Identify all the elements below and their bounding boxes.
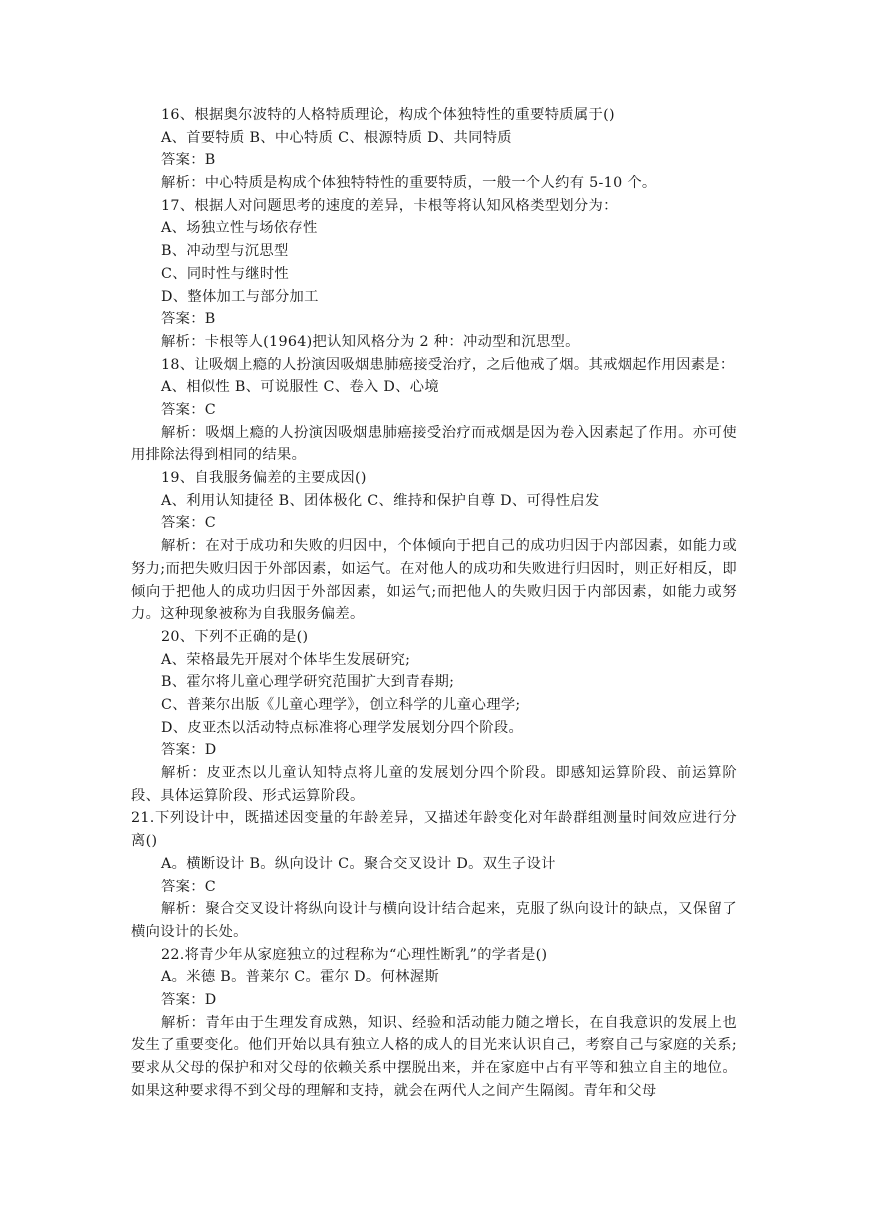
question-option-c: C、同时性与继时性	[161, 265, 290, 282]
question-stem: 19、自我服务偏差的主要成因()	[161, 470, 367, 487]
question-answer: 答案：C	[161, 878, 217, 895]
question-options: A、首要特质 B、中心特质 C、根源特质 D、共同特质	[161, 129, 512, 146]
question-stem: 17、根据人对问题思考的速度的差异，卡根等将认知风格类型划分为：	[161, 197, 618, 214]
question-options: A。米德 B。普莱尔 C。霍尔 D。何林渥斯	[161, 969, 439, 986]
question-analysis: 解析：聚合交叉设计将纵向设计与横向设计结合起来，克服了纵向设计的缺点，又保留了横向设计的长处。	[131, 901, 737, 940]
question-answer: 答案：D	[161, 742, 217, 759]
question-stem: 21.下列设计中，既描述因变量的年龄差异，又描述年龄变化对年龄群组测量时间效应进行分离()	[131, 810, 737, 850]
question-analysis: 解析：中心特质是构成个体独特特性的重要特质，一般一个人约有 5-10 个。	[161, 175, 657, 192]
question-option-d: D、整体加工与部分加工	[161, 288, 319, 305]
question-19	[131, 467, 737, 626]
question-stem: 20、下列不正确的是()	[161, 628, 309, 645]
question-20	[131, 626, 737, 808]
question-answer: 答案：C	[161, 401, 217, 418]
question-option-b: B、冲动型与沉思型	[161, 243, 289, 260]
question-stem: 18、让吸烟上瘾的人扮演因吸烟患肺癌接受治疗，之后他戒了烟。其戒烟起作用因素是：	[161, 356, 735, 373]
question-analysis: 解析：吸烟上瘾的人扮演因吸烟患肺癌接受治疗而戒烟是因为卷入因素起了作用。亦可使用排除法得到相同的结果。	[131, 424, 737, 464]
question-stem: 16、根据奥尔波特的人格特质理论，构成个体独特性的重要特质属于()	[161, 107, 615, 123]
question-answer: 答案：D	[161, 992, 217, 1009]
question-options: A、利用认知捷径 B、团体极化 C、维持和保护自尊 D、可得性启发	[161, 492, 600, 509]
question-16	[131, 104, 737, 195]
question-option-c: C、普莱尔出版《儿童心理学》，创立科学的儿童心理学;	[161, 697, 521, 713]
question-21	[131, 807, 737, 943]
question-option-d: D、皮亚杰以活动特点标准将心理学发展划分四个阶段。	[161, 719, 524, 736]
question-option-b: B、霍尔将儿童心理学研究范围扩大到青春期;	[161, 674, 455, 691]
question-answer: 答案：B	[161, 311, 216, 328]
question-list	[131, 104, 737, 1103]
question-stem: 22.将青少年从家庭独立的过程称为“心理性断乳”的学者是()	[161, 946, 548, 963]
question-analysis: 解析：皮亚杰以儿童认知特点将儿童的发展划分四个阶段。即感知运算阶段、前运算阶段、具体运算阶段、形式运算阶段。	[131, 765, 737, 804]
question-18	[131, 354, 737, 467]
question-option-a: A、荣格最先开展对个体毕生发展研究;	[161, 651, 411, 668]
question-answer: 答案：C	[161, 515, 217, 532]
question-analysis: 解析：卡根等人(1964)把认知风格分为 2 种：冲动型和沉思型。	[161, 333, 580, 350]
question-22	[131, 944, 737, 1103]
question-options: A。横断设计 B。纵向设计 C。聚合交叉设计 D。双生子设计	[161, 855, 556, 872]
question-17	[131, 195, 737, 354]
question-options: A、相似性 B、可说服性 C、卷入 D、心境	[161, 379, 439, 396]
question-answer: 答案：B	[161, 152, 216, 169]
question-analysis: 解析：在对于成功和失败的归因中，个体倾向于把自己的成功归因于内部因素，如能力或努力;而把失败归因于外部因素，如运气。在对他人的成功和失败进行归因时，则正好相反，即倾向于把他人的成功归因于外部因素，如运气;而把他人的失败归因于内部因素，如能力或努力。这种现象被称为自我服务偏差。	[131, 538, 737, 623]
question-analysis: 解析：青年由于生理发育成熟，知识、经验和活动能力随之增长，在自我意识的发展上也发生了重要变化。他们开始以具有独立人格的成人的目光来认识自己，考察自己与家庭的关系;要求从父母的保护和对父母的依赖关系中摆脱出来，并在家庭中占有平等和独立自主的地位。如果这种要求得不到父母的理解和支持，就会在两代人之间产生隔阂。青年和父母	[131, 1014, 737, 1099]
question-option-a: A、场独立性与场依存性	[161, 220, 318, 237]
